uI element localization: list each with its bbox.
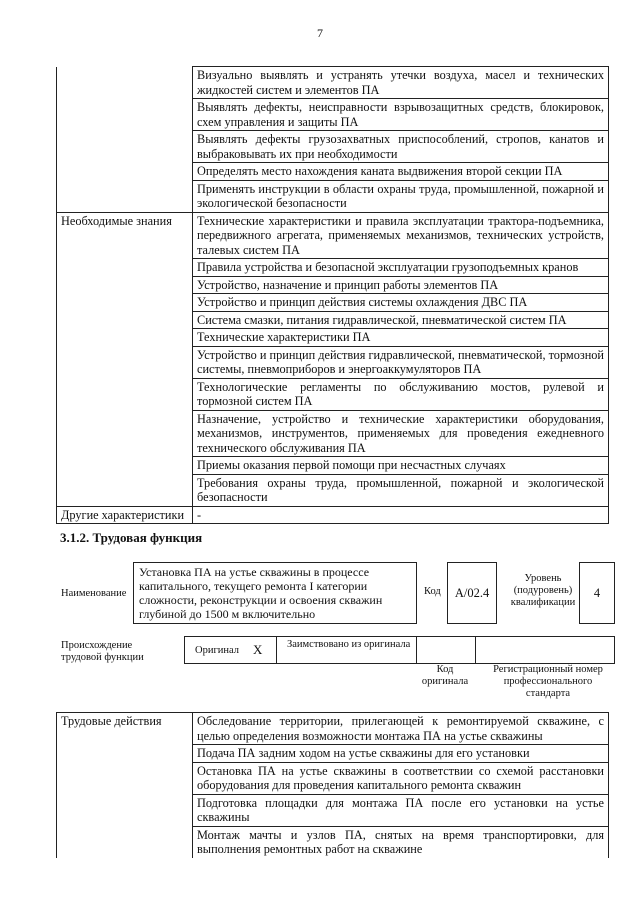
table-row	[57, 506, 609, 524]
orig-code-label: Код оригинала	[421, 664, 469, 687]
original-label: Оригинал	[195, 645, 239, 656]
knowledge-item: Устройство и принцип действия гидравлической, пневматической, тормозной системы, пневмоприборов и энергоаккумуляторов ПА	[193, 346, 609, 378]
table-row	[57, 67, 609, 99]
orig-code-cell	[416, 636, 476, 664]
knowledge-item: Устройство, назначение и принцип работы элементов ПА	[193, 276, 609, 294]
skill-item: Определять место нахождения каната выдвижения второй секции ПА	[193, 163, 609, 181]
requirements-table	[56, 66, 609, 524]
knowledge-item: Требования охраны труда, промышленной, пожарной и экологической безопасности	[193, 474, 609, 506]
skill-item: Применять инструкции в области охраны труда, промышленной, пожарной и экологической безопасности	[193, 180, 609, 212]
knowledge-item: Технические характеристики ПА	[193, 329, 609, 347]
skill-item: Визуально выявлять и устранять утечки воздуха, масел и технических жидкостей систем и элементов ПА	[193, 67, 609, 99]
knowledge-item: Система смазки, питания гидравлической, пневматической систем ПА	[193, 311, 609, 329]
code-label: Код	[424, 586, 441, 597]
skills-label-cell	[57, 67, 193, 213]
level-label: Уровень (подуровень) квалификации	[510, 573, 576, 608]
level-value: 4	[579, 562, 615, 624]
actions-label: Трудовые действия	[57, 713, 193, 858]
knowledge-item: Технические характеристики и правила эксплуатации трактора-подъемника, передвижного агрегата, применяемых механизмов, технических устройств, талевых систем ПА	[193, 212, 609, 259]
action-item: Монтаж мачты и узлов ПА, снятых на время транспортировки, для выполнения ремонтных работ на скважине	[193, 826, 609, 858]
reg-number-cell	[475, 636, 615, 664]
knowledge-item: Устройство и принцип действия системы охлаждения ДВС ПА	[193, 294, 609, 312]
knowledge-item: Технологические регламенты по обслуживанию мостов, рулевой и тормозной систем ПА	[193, 378, 609, 410]
table-row	[57, 713, 609, 745]
action-item: Остановка ПА на устье скважины в соответствии со схемой расстановки оборудования для проведения капитального ремонта скважин	[193, 762, 609, 794]
original-mark: X	[253, 642, 263, 657]
origin-label: Происхождение трудовой функции	[61, 640, 144, 663]
knowledge-label: Необходимые знания	[57, 212, 193, 506]
knowledge-item: Приемы оказания первой помощи при несчастных случаях	[193, 457, 609, 475]
action-item: Подготовка площадки для монтажа ПА после его установки на устье скважины	[193, 794, 609, 826]
code-value: А/02.4	[447, 562, 497, 624]
knowledge-item: Назначение, устройство и технические характеристики оборудования, механизмов, инструментов, применяемых для проведения ежедневного технического обслуживания ПА	[193, 410, 609, 457]
other-characteristics-label: Другие характеристики	[57, 506, 193, 524]
other-characteristics-value: -	[193, 506, 609, 524]
borrowed-label: Заимствовано из оригинала	[287, 639, 411, 650]
reg-number-label: Регистрационный номер профессионального стандарта	[493, 664, 603, 699]
page-number: 7	[317, 26, 323, 40]
function-name: Установка ПА на устье скважины в процессе капитального, текущего ремонта I категории сложности, реконструкции и освоения скважин глубиной до 1500 м включительно	[139, 565, 383, 621]
knowledge-item: Правила устройства и безопасной эксплуатации грузоподъемных кранов	[193, 259, 609, 277]
action-item: Обследование территории, прилегающей к ремонтируемой скважине, с целью определения возможности монтажа ПА на устье скважины	[193, 713, 609, 745]
section-title: 3.1.2. Трудовая функция	[60, 530, 203, 545]
name-box	[133, 562, 417, 624]
original-cell	[184, 636, 277, 664]
labour-actions-table	[56, 712, 609, 858]
borrowed-cell	[276, 636, 417, 664]
skill-item: Выявлять дефекты грузозахватных приспособлений, стропов, канатов и выбраковывать их при необходимости	[193, 131, 609, 163]
action-item: Подача ПА задним ходом на устье скважины для его установки	[193, 745, 609, 763]
name-label: Наименование	[61, 588, 127, 599]
table-row	[57, 212, 609, 259]
skill-item: Выявлять дефекты, неисправности взрывозащитных средств, блокировок, схем управления и защиты ПА	[193, 99, 609, 131]
